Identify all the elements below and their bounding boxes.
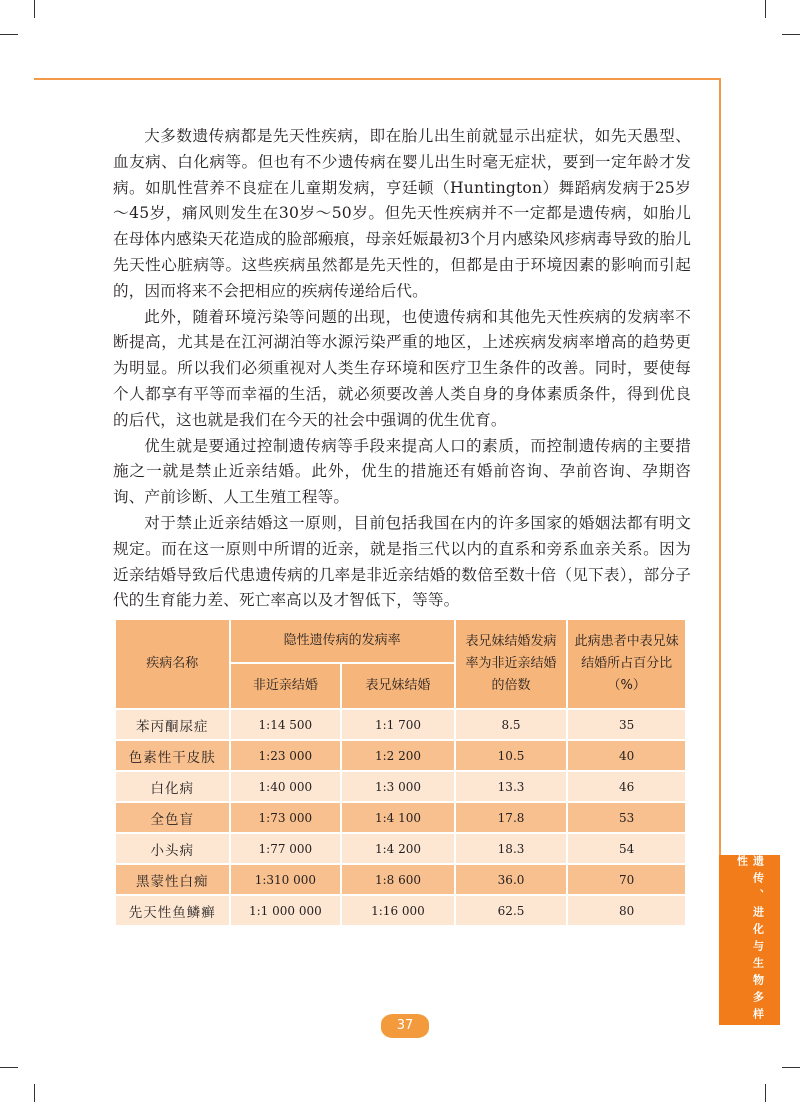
cell-non: 1:14 500 xyxy=(231,710,341,739)
cell-non: 1:40 000 xyxy=(231,772,341,801)
cell-percent: 53 xyxy=(568,803,685,832)
crop-mark xyxy=(0,34,18,35)
table-row xyxy=(116,710,685,739)
chapter-side-tab: 遗传、进化与生物多样性 xyxy=(719,855,780,1025)
cell-ratio: 10.5 xyxy=(456,741,567,770)
crop-mark xyxy=(34,1084,35,1102)
cell-percent: 80 xyxy=(568,896,685,925)
cell-non: 1:1 000 000 xyxy=(231,896,341,925)
cell-percent: 35 xyxy=(568,710,685,739)
header-non-consanguineous: 非近亲结婚 xyxy=(231,664,341,708)
table-row xyxy=(116,834,685,863)
cell-non: 1:77 000 xyxy=(231,834,341,863)
cell-ratio: 36.0 xyxy=(456,865,567,894)
cell-disease: 白化病 xyxy=(116,772,229,801)
cell-cousin: 1:2 200 xyxy=(342,741,454,770)
cell-ratio: 8.5 xyxy=(456,710,567,739)
table-row xyxy=(116,772,685,801)
cell-cousin: 1:8 600 xyxy=(342,865,454,894)
cell-percent: 40 xyxy=(568,741,685,770)
cell-disease: 色素性干皮肤 xyxy=(116,741,229,770)
header-disease: 疾病名称 xyxy=(116,620,229,708)
page-frame-top xyxy=(34,78,720,80)
cell-ratio: 13.3 xyxy=(456,772,567,801)
paragraph: 此外，随着环境污染等问题的出现，也使遗传病和其他先天性疾病的发病率不断提高，尤其是在江河湖泊等水源污染严重的地区，上述疾病发病率增高的趋势更为明显。所以我们必须重视对人类生存环境和医疗卫生条件的改善。同时，要使每个人都享有平等而幸福的生活，就必须要改善人类自身的身体素质条件，得到优良的后代，这也就是我们在今天的社会中强调的优生优育。 xyxy=(113,307,691,429)
cell-percent: 46 xyxy=(568,772,685,801)
table-row xyxy=(116,896,685,925)
cell-cousin: 1:16 000 xyxy=(342,896,454,925)
table-row xyxy=(116,803,685,832)
cell-cousin: 1:3 000 xyxy=(342,772,454,801)
header-incidence-group: 隐性遗传病的发病率 xyxy=(231,620,454,662)
crop-mark xyxy=(765,0,766,18)
cell-disease: 先天性鱼鳞癣 xyxy=(116,896,229,925)
cell-non: 1:310 000 xyxy=(231,865,341,894)
cell-disease: 全色盲 xyxy=(116,803,229,832)
crop-mark xyxy=(782,1067,800,1068)
cell-percent: 54 xyxy=(568,834,685,863)
cell-percent: 70 xyxy=(568,865,685,894)
page-number: 37 xyxy=(381,1014,429,1038)
page-frame-right xyxy=(719,78,721,858)
cell-ratio: 62.5 xyxy=(456,896,567,925)
cell-non: 1:73 000 xyxy=(231,803,341,832)
cell-cousin: 1:4 100 xyxy=(342,803,454,832)
cell-disease: 苯丙酮尿症 xyxy=(116,710,229,739)
cell-cousin: 1:4 200 xyxy=(342,834,454,863)
crop-mark xyxy=(34,0,35,18)
cell-disease: 小头病 xyxy=(116,834,229,863)
cell-cousin: 1:1 700 xyxy=(342,710,454,739)
crop-mark xyxy=(765,1084,766,1102)
paragraph: 优生就是要通过控制遗传病等手段来提高人口的素质，而控制遗传病的主要措施之一就是禁止近亲结婚。此外，优生的措施还有婚前咨询、孕前咨询、孕期咨询、产前诊断、人工生殖工程等。 xyxy=(113,436,691,507)
crop-mark xyxy=(0,1067,18,1068)
crop-mark xyxy=(782,34,800,35)
body-text xyxy=(113,124,691,614)
header-ratio: 表兄妹结婚发病率为非近亲结婚的倍数 xyxy=(456,620,567,708)
cell-ratio: 17.8 xyxy=(456,803,567,832)
table-row xyxy=(116,865,685,894)
header-percent: 此病患者中表兄妹结婚所占百分比（%） xyxy=(568,620,685,708)
cell-ratio: 18.3 xyxy=(456,834,567,863)
cell-non: 1:23 000 xyxy=(231,741,341,770)
disease-incidence-table xyxy=(114,618,687,927)
paragraph: 对于禁止近亲结婚这一原则，目前包括我国在内的许多国家的婚姻法都有明文规定。而在这一原则中所谓的近亲，就是指三代以内的直系和旁系血亲关系。因为近亲结婚导致后代患遗传病的几率是非近亲结婚的数倍至数十倍（见下表），部分子代的生育能力差、死亡率高以及才智低下，等等。 xyxy=(113,513,691,610)
table-row xyxy=(116,741,685,770)
header-cousin: 表兄妹结婚 xyxy=(342,664,454,708)
cell-disease: 黑蒙性白痴 xyxy=(116,865,229,894)
paragraph: 大多数遗传病都是先天性疾病，即在胎儿出生前就显示出症状，如先天愚型、血友病、白化病等。但也有不少遗传病在婴儿出生时毫无症状，要到一定年龄才发病。如肌性营养不良症在儿童期发病，亨廷顿（Huntington）舞蹈病发病于25岁～45岁，痛风则发生在30岁～50岁。但先天性疾病并不一定都是遗传病，如胎儿在母体内感染天花造成的脸部瘢痕，母亲妊娠最初3个月内感染风疹病毒导致的胎儿先天性心脏病等。这些疾病虽然都是先天性的，但都是由于环境因素的影响而引起的，因而将来不会把相应的疾病传递给后代。 xyxy=(113,127,691,300)
